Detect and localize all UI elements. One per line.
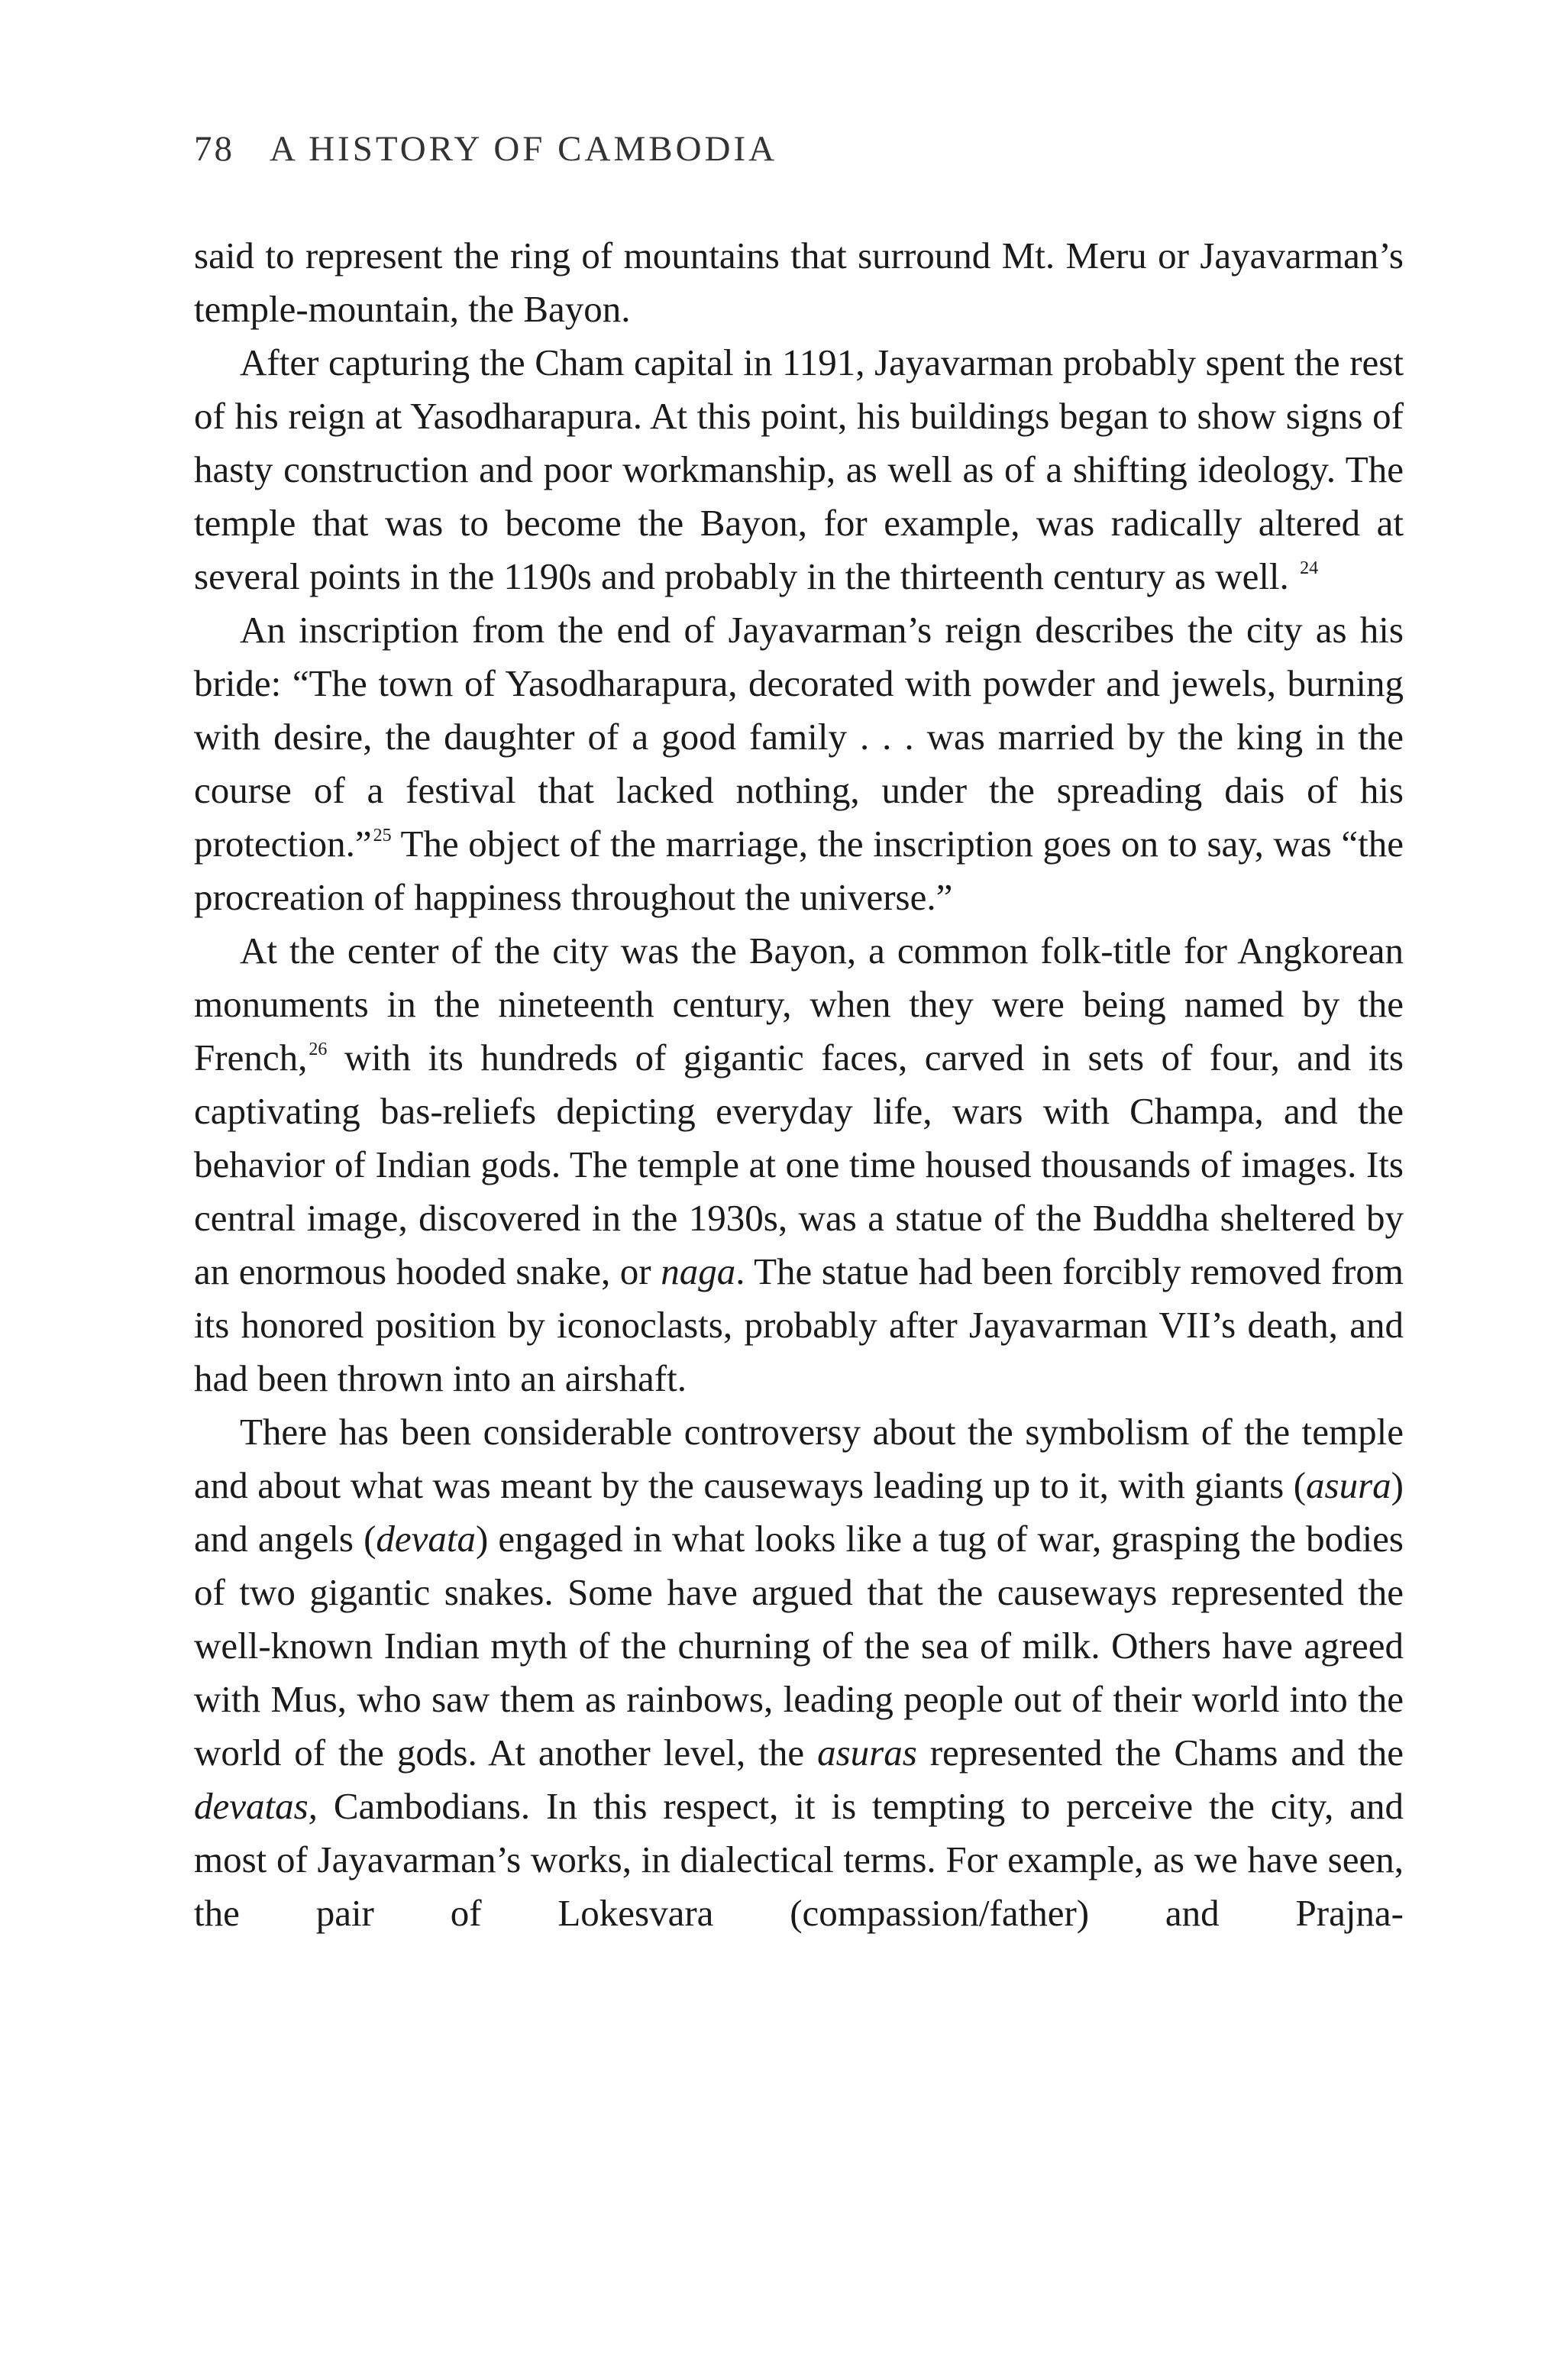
paragraph-3-text-b: The object of the marriage, the inscription goes on to say, was “the procreation of happiness throughout the universe.” [194,823,1404,918]
footnote-ref-26: 26 [309,1040,328,1059]
paragraph-4-text-a: At the center of the city was the Bayon, a common folk-title for Angkorean monuments in the nineteenth century, when they were being named by the French, [194,930,1404,1078]
paragraph-1 [194,229,1404,336]
paragraph-5-text-a: There has been considerable controversy about the symbolism of the temple and about what was meant by the causeways leading up to it, with giants ( [194,1411,1404,1506]
paragraph-5-italic-asuras: asuras [817,1732,917,1774]
paragraph-5-text-c: ) engaged in what looks like a tug of war, grasping the bodies of two gigantic snakes. Some have argued that the causeways represented the well-known Indian myth of the churning of the sea of milk. Others have agreed with Mus, who saw them as rainbows, leading people out of their world into the world of the gods. At another level, the [194,1518,1404,1774]
paragraph-4-italic-naga: naga [661,1250,736,1292]
paragraph-4 [194,924,1404,1405]
running-head [194,128,777,170]
paragraph-3 [194,603,1404,924]
paragraph-5-italic-asura: asura [1306,1464,1391,1506]
paragraph-2-text: After capturing the Cham capital in 1191, Jayavarman probably spent the rest of his reign at Yasodharapura. At this point, his buildings began to show signs of hasty construction and poor workmanship, as well as of a shifting ideology. The temple that was to become the Bayon, for example, was radically altered at several points in the 1190s and probably in the thirteenth century as well. [194,341,1404,597]
footnote-ref-24: 24 [1300,558,1319,578]
paragraph-3-text-a: An inscription from the end of Jayavarman’s reign describes the city as his bride: “The town of Yasodharapura, decorated with powder and jewels, burning with desire, the daughter of a good family . . . was married by the king in the course of a festival that lacked nothing, under the spreading dais of his protection.” [194,609,1404,865]
footnote-ref-25: 25 [373,826,392,846]
paragraph-2 [194,336,1404,603]
paragraph-5 [194,1405,1404,1940]
paragraph-4-text-b: with its hundreds of gigantic faces, carved in sets of four, and its captivating bas-reliefs depicting everyday life, wars with Champa, and the behavior of Indian gods. The temple at one time housed thousands of images. Its central image, discovered in the 1930s, was a statue of the Buddha sheltered by an enormous hooded snake, or [194,1036,1404,1292]
book-title: A HISTORY OF CAMBODIA [270,129,778,169]
paragraph-5-italic-devata: devata [376,1518,477,1560]
paragraph-5-italic-devatas: devatas, [194,1785,318,1827]
page-number: 78 [194,129,234,169]
paragraph-1-text: said to represent the ring of mountains that surround Mt. Meru or Jayavarman’s temple-mountain, the Bayon. [194,234,1404,330]
paragraph-5-text-e: Cambodians. In this respect, it is tempting to perceive the city, and most of Jayavarman’s works, in dialectical terms. For example, as we have seen, the pair of Lokesvara (compassion/father) and Prajna- [194,1785,1404,1934]
paragraph-5-text-b: ) and angels ( [194,1464,1404,1560]
body-text [194,229,1404,1940]
paragraph-4-text-c: . The statue had been forcibly removed from its honored position by iconoclasts, probably after Jayavarman VII’s death, and had been thrown into an airshaft. [194,1250,1404,1399]
paragraph-5-text-d: represented the Chams and the [916,1732,1404,1774]
